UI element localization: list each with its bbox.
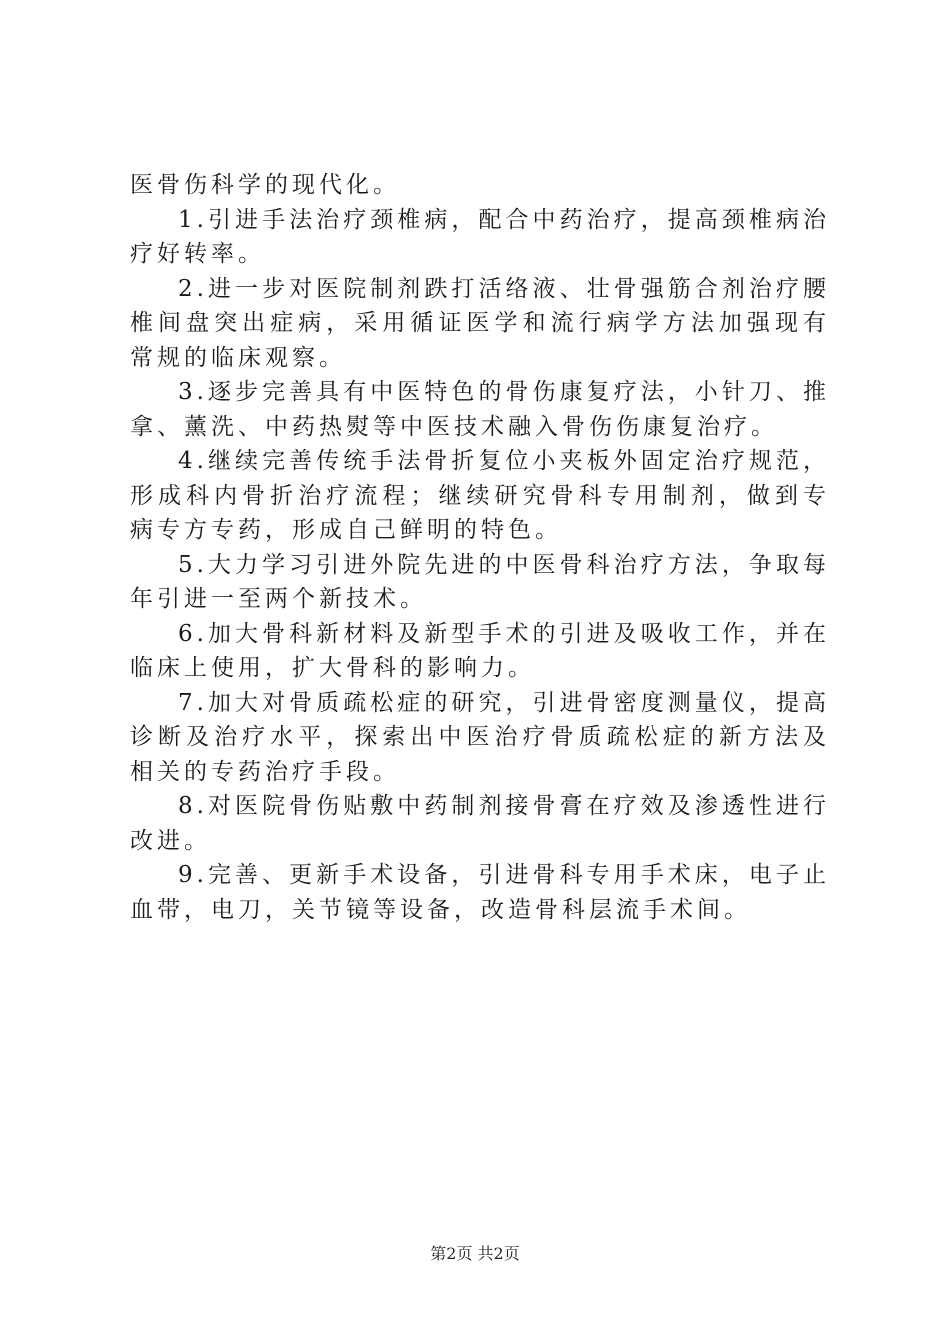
list-item-8: 8.对医院骨伤贴敷中药制剂接骨膏在疗效及渗透性进行改进。 [130, 793, 830, 854]
page-number-footer: 第2页 共2页 [430, 1244, 520, 1263]
paragraph-continuation: 医骨伤科学的现代化。 [130, 172, 400, 198]
list-item-9: 9.完善、更新手术设备，引进骨科专用手术床，电子止血带，电刀，关节镜等设备，改造骨科层流手术间。 [130, 862, 830, 923]
list-item-1: 1.引进手法治疗颈椎病，配合中药治疗，提高颈椎病治疗好转率。 [130, 206, 830, 267]
list-item-4: 4.继续完善传统手法骨折复位小夹板外固定治疗规范，形成科内骨折治疗流程；继续研究骨科专用制剂，做到专病专方专药，形成自己鲜明的特色。 [130, 448, 830, 543]
list-item-5: 5.大力学习引进外院先进的中医骨科治疗方法，争取每年引进一至两个新技术。 [130, 551, 830, 612]
document-body [130, 168, 830, 927]
list-item-3: 3.逐步完善具有中医特色的骨伤康复疗法，小针刀、推拿、薰洗、中药热熨等中医技术融入骨伤伤康复治疗。 [130, 379, 830, 440]
list-item-2: 2.进一步对医院制剂跌打活络液、壮骨强筋合剂治疗腰椎间盘突出症病，采用循证医学和流行病学方法加强现有常规的临床观察。 [130, 275, 830, 371]
list-item-6: 6.加大骨科新材料及新型手术的引进及吸收工作，并在临床上使用，扩大骨科的影响力。 [130, 620, 830, 681]
list-item-7: 7.加大对骨质疏松症的研究，引进骨密度测量仪，提高诊断及治疗水平，探索出中医治疗骨质疏松症的新方法及相关的专药治疗手段。 [130, 689, 830, 785]
